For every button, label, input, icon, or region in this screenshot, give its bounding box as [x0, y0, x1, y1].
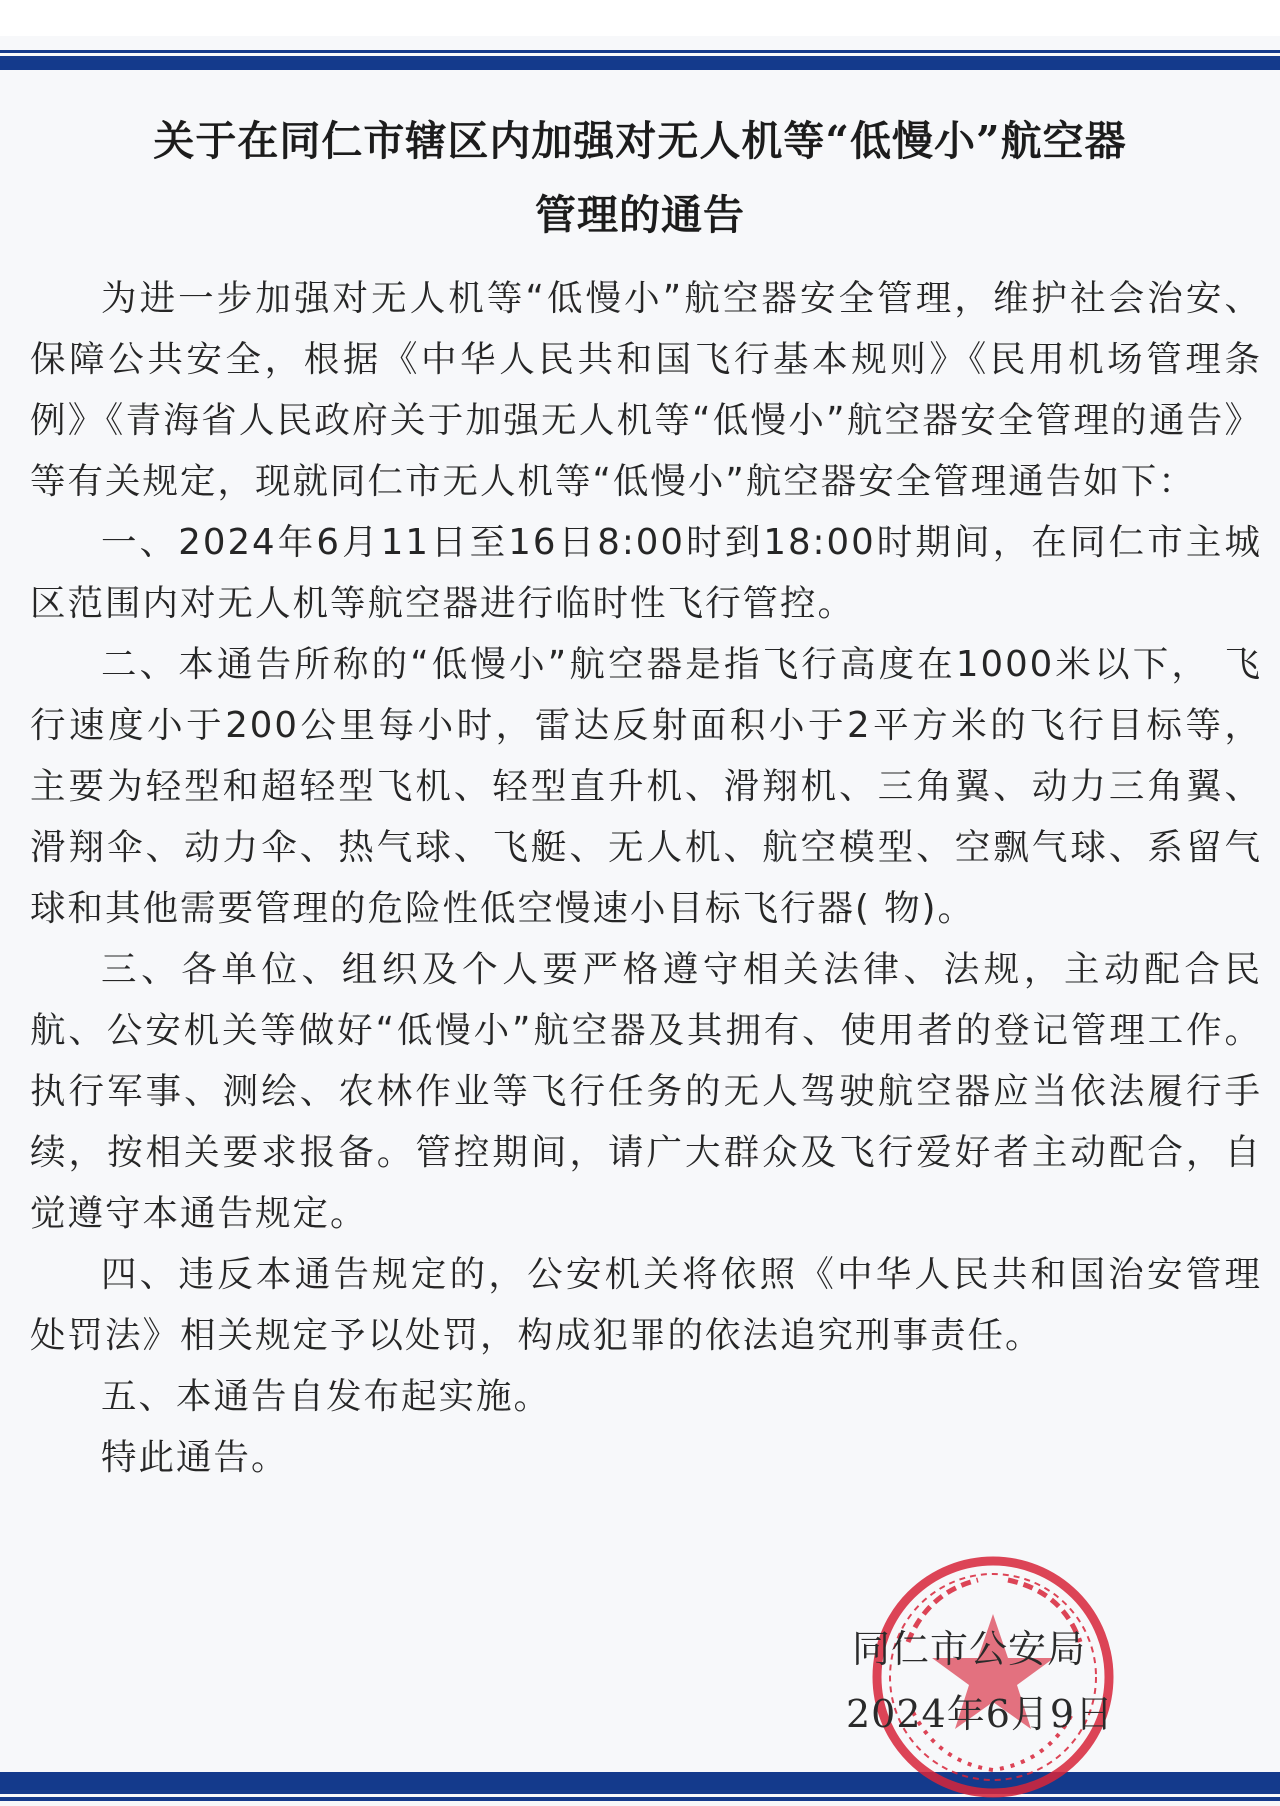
signature-organization: 同仁市公安局 — [852, 1627, 1087, 1671]
top-blue-band — [0, 56, 1280, 70]
title-line-2: 管理的通告 — [535, 191, 745, 239]
paragraph-item-1: 一、2024年6月11日至16日8:00时到18:00时期间，在同仁市主城区范围内对无人机等航空器进行临时性飞行管控。 — [30, 522, 1262, 624]
top-blue-thin-band — [0, 50, 1280, 53]
paragraph-closing: 特此通告。 — [101, 1437, 289, 1478]
paragraph-item-3: 三、各单位、组织及个人要严格遵守相关法律、法规，主动配合民航、公安机关等做好“低慢小”航空器及其拥有、使用者的登记管理工作。执行军事、测绘、农林作业等飞行任务的无人驾驶航空器应当依法履行手续，按相关要求报备。管控期间，请广大群众及飞行爱好者主动配合，自觉遵守本通告规定。 — [30, 949, 1262, 1234]
official-seal-icon — [868, 1552, 1118, 1802]
paragraph-item-4: 四、违反本通告规定的，公安机关将依照《中华人民共和国治安管理处罚法》相关规定予以处罚，构成犯罪的依法追究刑事责任。 — [30, 1254, 1262, 1356]
signature-date: 2024年6月9日 — [846, 1692, 1115, 1736]
title-line-1: 关于在同仁市辖区内加强对无人机等“低慢小”航空器 — [153, 117, 1127, 165]
paragraph-item-2: 二、本通告所称的“低慢小”航空器是指飞行高度在1000米以下， 飞行速度小于200公里每小时，雷达反射面积小于2平方米的飞行目标等， 主要为轻型和超轻型飞机、轻型直升机、滑翔机、三角翼、动力三角翼、滑翔伞、动力伞、热气球、飞艇、无人机、航空模型、空飘气球、系留气球和其他需要管理的危险性低空慢速小目标飞行器( 物)。 — [30, 644, 1262, 929]
top-margin — [0, 0, 1280, 36]
paragraph-item-5: 五、本通告自发布起实施。 — [101, 1376, 552, 1417]
paragraph-intro: 为进一步加强对无人机等“低慢小”航空器安全管理，维护社会治安、保障公共安全，根据《中华人民共和国飞行基本规则》《民用机场管理条例》《青海省人民政府关于加强无人机等“低慢小”航空器安全管理的通告》等有关规定，现就同仁市无人机等“低慢小”航空器安全管理通告如下： — [30, 278, 1262, 502]
notice-body — [30, 268, 1262, 1488]
